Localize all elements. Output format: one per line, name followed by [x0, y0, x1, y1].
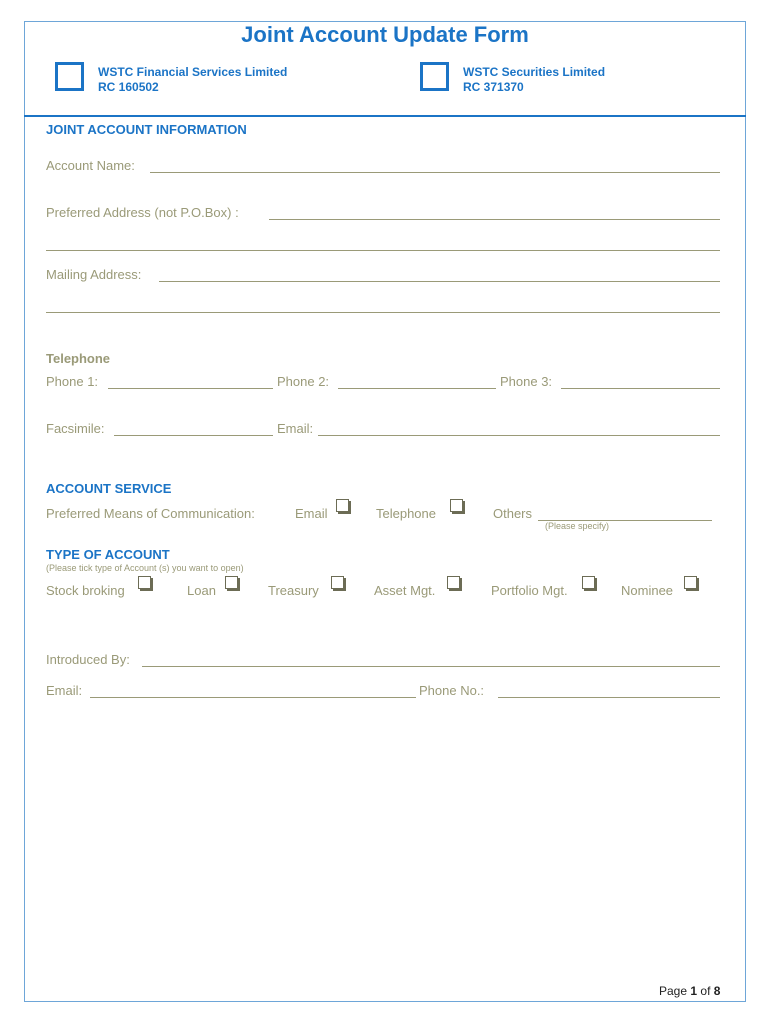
page-of-word: of — [700, 984, 711, 998]
account-type-treasury-checkbox[interactable] — [331, 576, 344, 589]
company-checkbox-securities[interactable] — [420, 62, 449, 91]
phone1-label: Phone 1: — [46, 374, 99, 389]
account-type-portfolio-mgt-label: Portfolio Mgt. — [491, 583, 568, 598]
account-type-loan-label: Loan — [187, 583, 216, 598]
preferred-address-label: Preferred Address (not P.O.Box) : — [46, 205, 239, 220]
mailing-address-label: Mailing Address: — [46, 267, 142, 282]
account-type-stock-broking-label: Stock broking — [46, 583, 125, 598]
account-service-heading: ACCOUNT SERVICE — [46, 481, 172, 496]
telephone-email-field[interactable] — [318, 435, 720, 436]
page-total: 8 — [713, 984, 721, 998]
account-name-field[interactable] — [150, 172, 720, 173]
account-type-stock-broking-checkbox[interactable] — [138, 576, 151, 589]
mailing-address-field-line2[interactable] — [46, 312, 720, 313]
comm-option-email-checkbox[interactable] — [336, 499, 349, 512]
comm-option-others-label: Others — [493, 506, 533, 521]
type-of-account-hint: (Please tick type of Account (s) you want to open) — [46, 563, 244, 573]
company-checkbox-financial[interactable] — [55, 62, 84, 91]
joint-info-heading: JOINT ACCOUNT INFORMATION — [46, 122, 247, 137]
page-number — [659, 984, 720, 998]
introducer-phone-field[interactable] — [498, 697, 720, 698]
phone3-label: Phone 3: — [500, 374, 553, 389]
account-type-treasury-label: Treasury — [268, 583, 319, 598]
phone2-field[interactable] — [338, 388, 496, 389]
preferred-address-field-line2[interactable] — [46, 250, 720, 251]
company-name-financial: WSTC Financial Services Limited — [98, 65, 288, 79]
preferred-address-field[interactable] — [269, 219, 720, 220]
company-name-securities: WSTC Securities Limited — [463, 65, 606, 79]
page-current: 1 — [690, 984, 698, 998]
form-title: Joint Account Update Form — [241, 22, 529, 47]
introducer-email-field[interactable] — [90, 697, 416, 698]
company-rc-securities: RC 371370 — [463, 80, 524, 94]
facsimile-field[interactable] — [114, 435, 273, 436]
comm-option-telephone-checkbox[interactable] — [450, 499, 463, 512]
phone2-label: Phone 2: — [277, 374, 330, 389]
introduced-by-field[interactable] — [142, 666, 720, 667]
comm-option-telephone-label: Telephone — [376, 506, 436, 521]
introducer-email-label: Email: — [46, 683, 83, 698]
introducer-phone-label: Phone No.: — [419, 683, 485, 698]
account-type-nominee-checkbox[interactable] — [684, 576, 697, 589]
account-name-label: Account Name: — [46, 158, 135, 173]
telephone-email-label: Email: — [277, 421, 314, 436]
type-of-account-heading: TYPE OF ACCOUNT — [46, 547, 170, 562]
account-type-portfolio-mgt-checkbox[interactable] — [582, 576, 595, 589]
account-type-asset-mgt-label: Asset Mgt. — [374, 583, 436, 598]
account-type-asset-mgt-checkbox[interactable] — [447, 576, 460, 589]
mailing-address-field[interactable] — [159, 281, 720, 282]
account-type-loan-checkbox[interactable] — [225, 576, 238, 589]
phone3-field[interactable] — [561, 388, 720, 389]
telephone-heading: Telephone — [46, 351, 111, 366]
account-type-nominee-label: Nominee — [621, 583, 674, 598]
facsimile-label: Facsimile: — [46, 421, 105, 436]
preferred-communication-label: Preferred Means of Communication: — [46, 506, 255, 521]
introduced-by-label: Introduced By: — [46, 652, 130, 667]
company-rc-financial: RC 160502 — [98, 80, 159, 94]
header-divider — [24, 115, 746, 117]
comm-option-email-label: Email — [295, 506, 328, 521]
others-specify-hint: (Please specify) — [545, 521, 610, 531]
page-word: Page — [659, 984, 688, 998]
phone1-field[interactable] — [108, 388, 273, 389]
